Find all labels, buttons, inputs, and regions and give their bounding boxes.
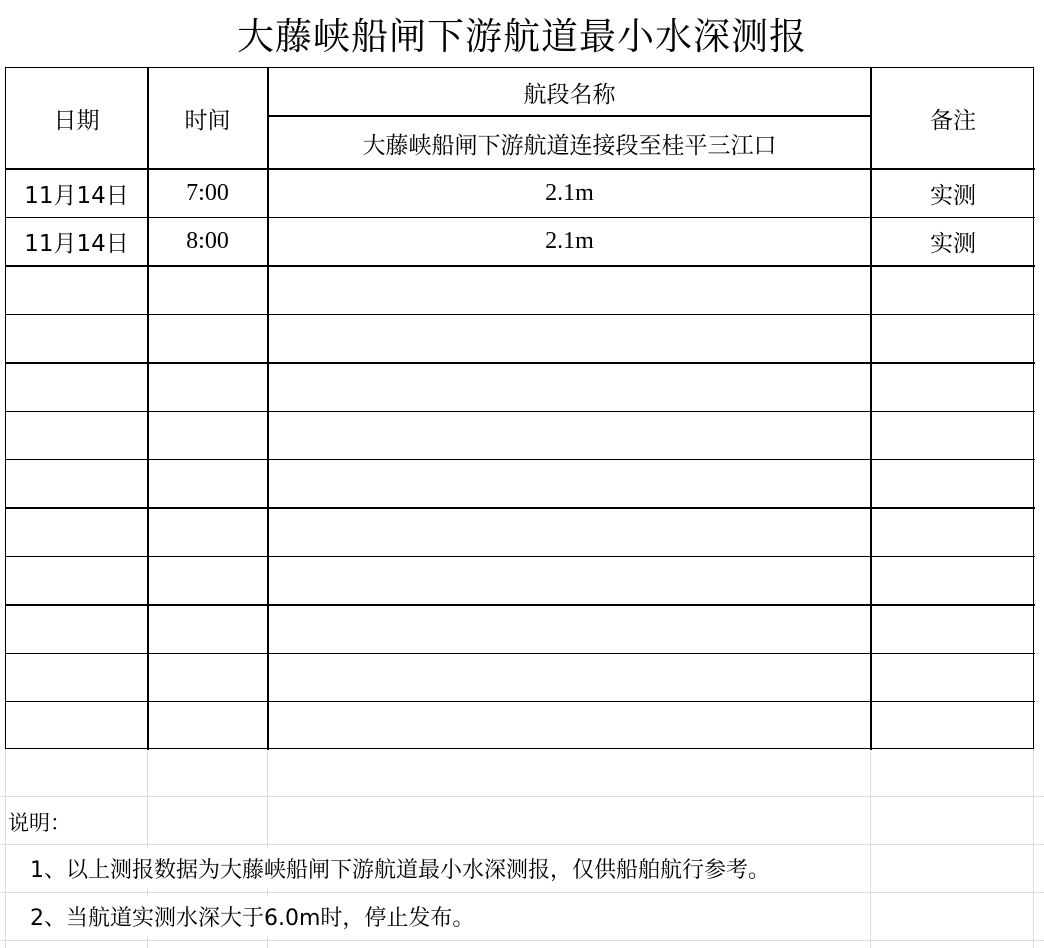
row-date-cell [6, 701, 147, 749]
grid-line [0, 940, 1044, 941]
row-remark-cell [872, 459, 1034, 507]
row-depth-cell [268, 556, 871, 604]
row-remark-cell [872, 363, 1034, 411]
row-time-cell [148, 266, 267, 314]
page-title: 大藤峡船闸下游航道最小水深测报 [0, 0, 1044, 66]
header-section-name: 大藤峡船闸下游航道连接段至桂平三江口 [362, 132, 777, 159]
header-section-group: 航段名称 [523, 81, 616, 108]
row-remark-cell: 实测 [930, 182, 976, 209]
row-depth-cell [268, 508, 871, 556]
row-depth-cell [268, 605, 871, 653]
header-date: 日期 [53, 107, 100, 134]
grid-line [0, 844, 1044, 845]
header-divider [268, 115, 871, 117]
note-item-1: 1、以上测报数据为大藤峡船闸下游航道最小水深测报，仅供船舶航行参考。 [30, 848, 770, 888]
row-remark-cell [872, 266, 1034, 314]
header-time: 时间 [184, 107, 231, 134]
header-remark: 备注 [930, 107, 976, 134]
row-time-cell [148, 556, 267, 604]
row-time-cell [148, 653, 267, 701]
row-date-cell [6, 363, 147, 411]
notes-title: 说明： [8, 806, 71, 838]
row-remark-cell [872, 605, 1034, 653]
row-depth-cell [268, 314, 871, 362]
row-date-cell [6, 314, 147, 362]
report-table [5, 67, 1034, 749]
row-remark-cell [872, 701, 1034, 749]
row-time-cell: 8:00 [186, 228, 229, 255]
row-depth-cell: 2.1m [545, 228, 594, 255]
row-remark-cell [872, 653, 1034, 701]
row-date-cell: 11月14日 [24, 231, 129, 258]
row-depth-cell [268, 653, 871, 701]
row-remark-cell [872, 314, 1034, 362]
row-date-cell [6, 266, 147, 314]
row-date-cell [6, 605, 147, 653]
row-depth-cell [268, 266, 871, 314]
row-time-cell [148, 411, 267, 459]
row-time-cell: 7:00 [186, 179, 229, 206]
row-remark-cell [872, 411, 1034, 459]
row-time-cell [148, 363, 267, 411]
row-remark-cell [872, 508, 1034, 556]
row-time-cell [148, 605, 267, 653]
row-depth-cell [268, 411, 871, 459]
row-time-cell [148, 459, 267, 507]
row-date-cell [6, 653, 147, 701]
row-date-cell: 11月14日 [24, 182, 129, 209]
row-time-cell [148, 701, 267, 749]
row-date-cell [6, 411, 147, 459]
row-depth-cell [268, 459, 871, 507]
row-time-cell [148, 314, 267, 362]
row-date-cell [6, 508, 147, 556]
row-date-cell [6, 556, 147, 604]
grid-line [0, 892, 1044, 893]
row-depth-cell [268, 701, 871, 749]
row-remark-cell: 实测 [930, 231, 976, 258]
row-depth-cell [268, 363, 871, 411]
row-time-cell [148, 508, 267, 556]
grid-line [0, 796, 1044, 797]
note-item-2: 2、当航道实测水深大于6.0m时，停止发布。 [30, 896, 474, 936]
row-date-cell [6, 459, 147, 507]
row-depth-cell: 2.1m [545, 179, 594, 206]
row-remark-cell [872, 556, 1034, 604]
